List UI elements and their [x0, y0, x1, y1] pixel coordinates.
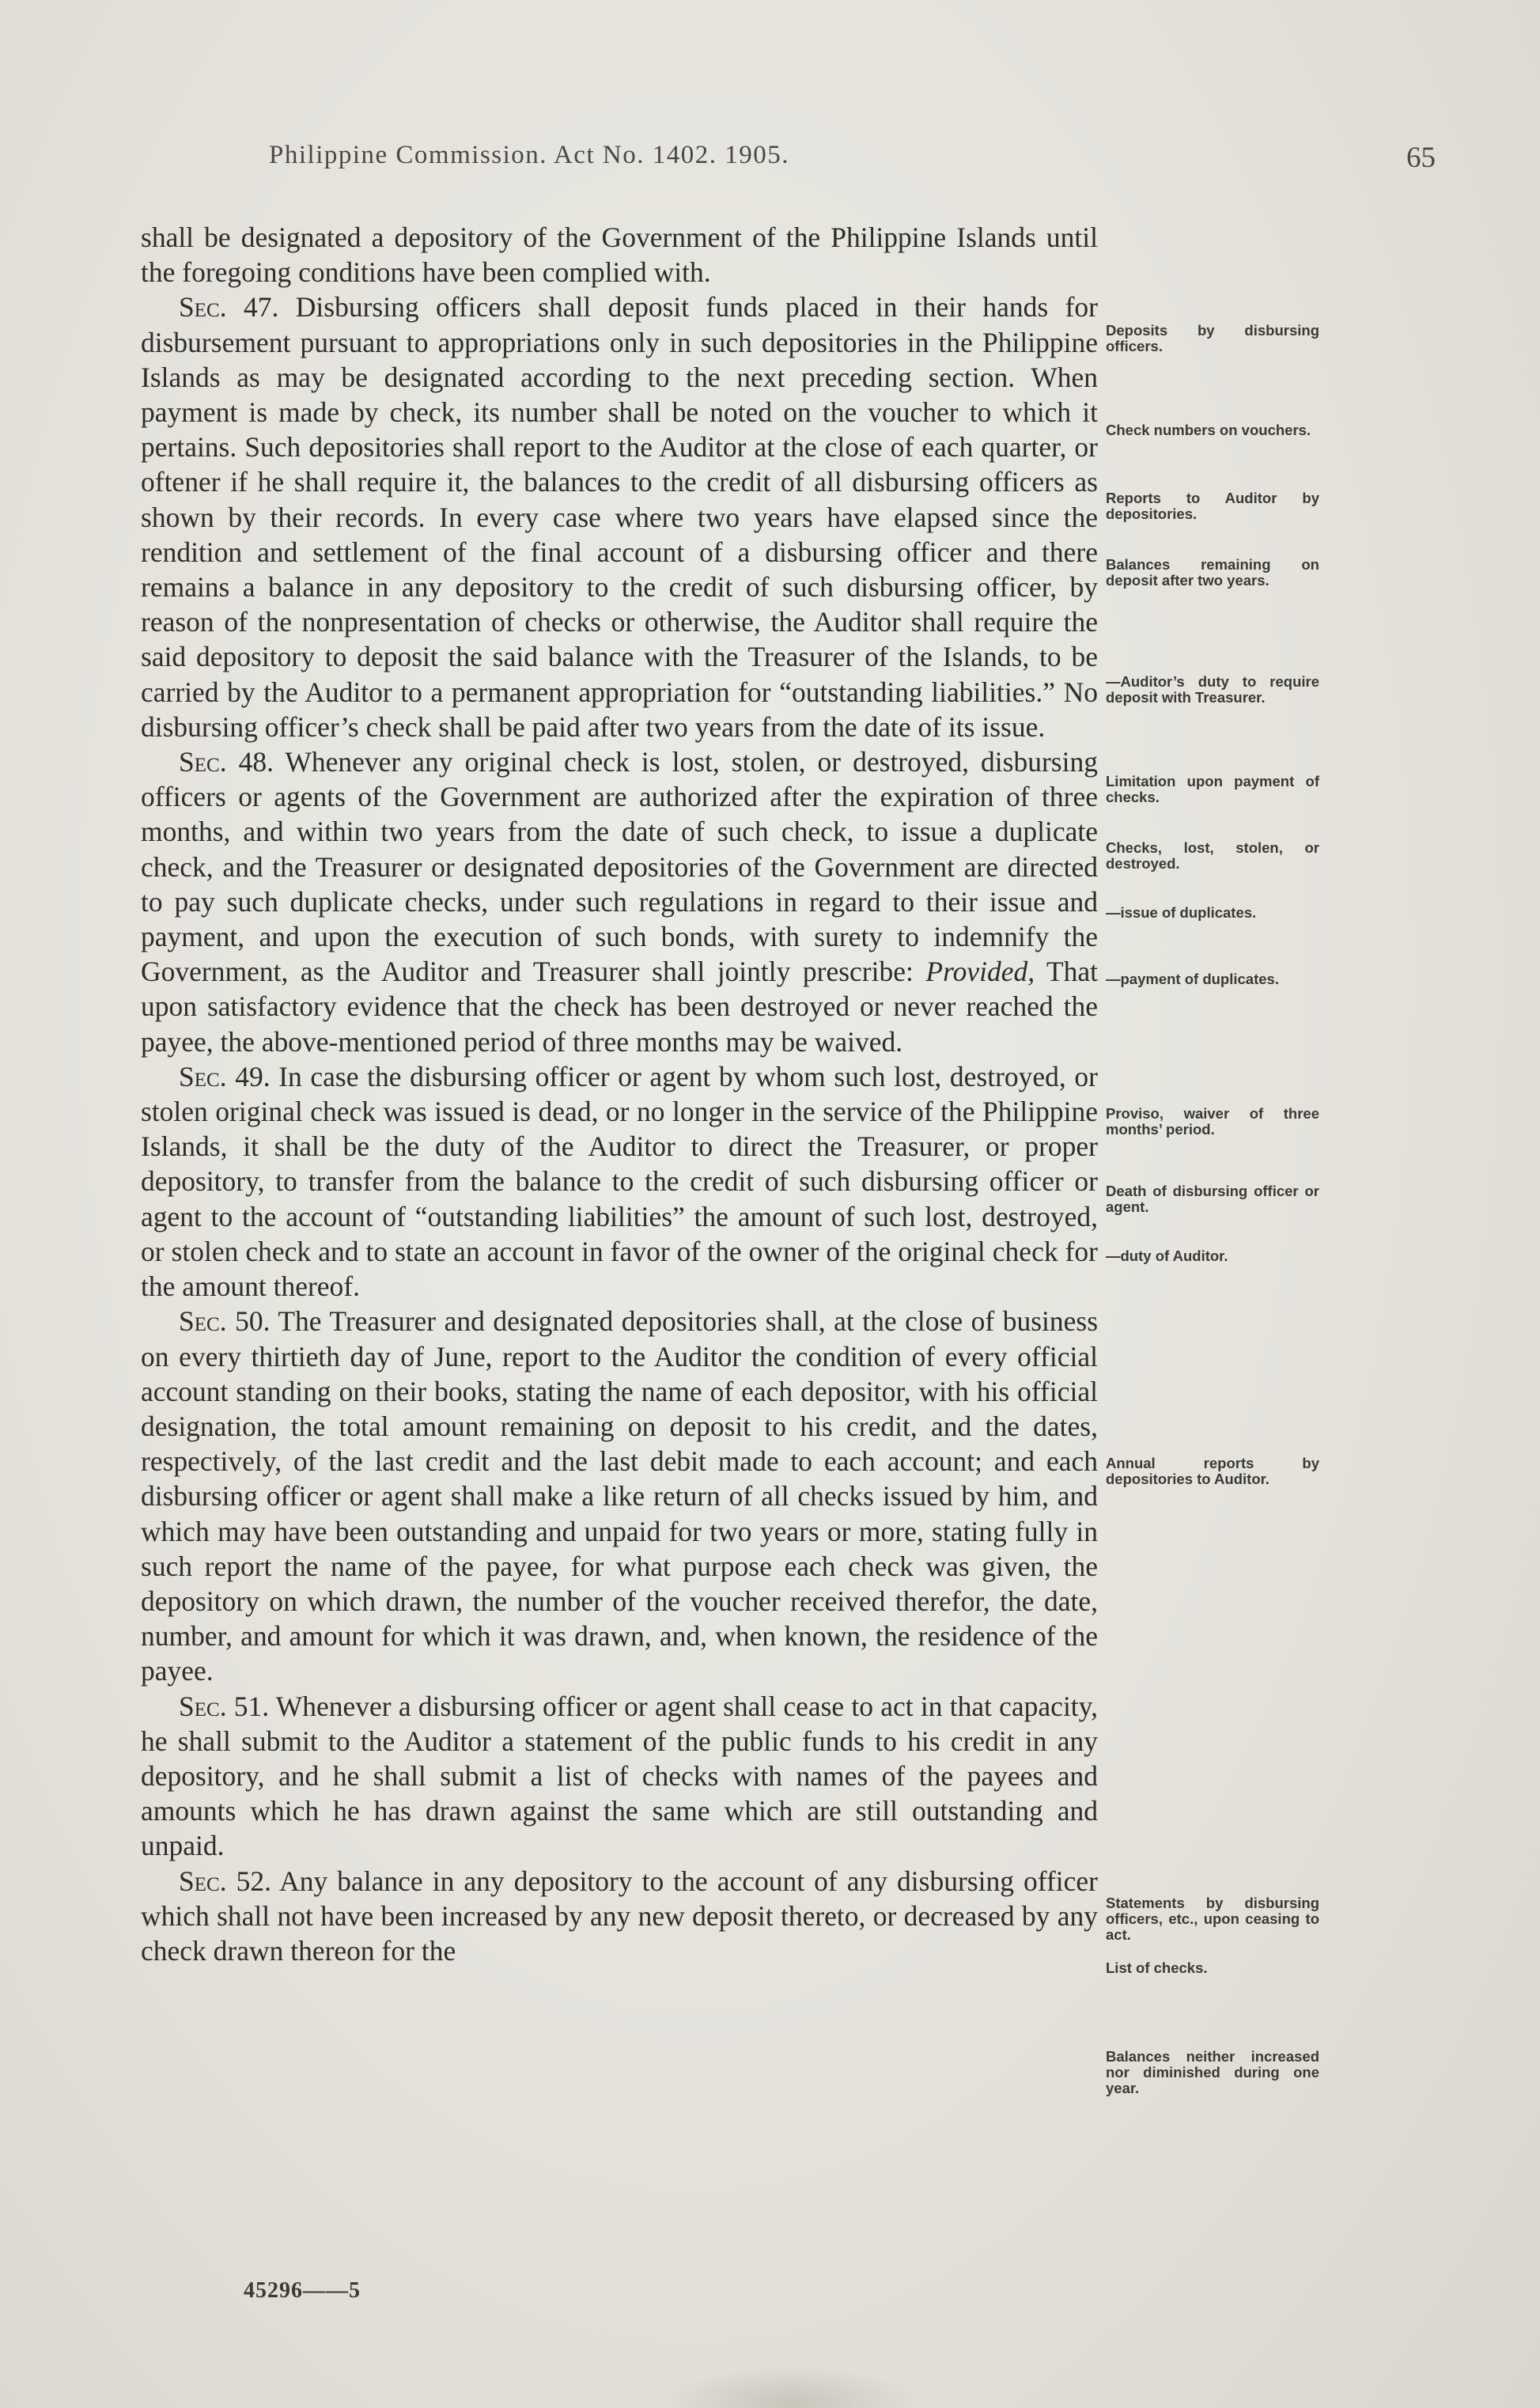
- margin-note: Limitation upon payment of checks.: [1106, 773, 1319, 805]
- margin-note: Check numbers on vouchers.: [1106, 422, 1311, 438]
- page-header: [0, 141, 1540, 188]
- margin-note: —Auditor’s duty to require deposit with Treasurer.: [1106, 673, 1319, 706]
- margin-note: —issue of duplicates.: [1106, 904, 1257, 921]
- section-label: Sec. 50.: [179, 1305, 271, 1338]
- section-48: [141, 744, 1098, 1059]
- section-label: Sec. 51.: [179, 1690, 270, 1722]
- section-label: Sec. 49.: [179, 1060, 271, 1092]
- section-50: [141, 1304, 1098, 1688]
- margin-note: Deposits by disbursing officers.: [1106, 322, 1319, 354]
- proviso-italic: Provided,: [925, 956, 1035, 988]
- margin-note: —duty of Auditor.: [1106, 1248, 1228, 1264]
- section-52: [141, 1864, 1098, 1969]
- section-text: In case the disbursing officer or agent by whom such lost, destroyed, or stolen original check was issued is dead, or no longer in the service of the Philippine Islands, it shall be the duty of the Auditor to direct the Treasurer, or proper depository, to transfer from the balance to the credit of such disbursing officer or agent to the account of “outstanding liabilities” the amount of such lost, destroyed, or stolen check and to state an account in favor of the owner of the original check for the amount thereof.: [141, 1060, 1098, 1303]
- margin-note: Proviso, waiver of three months’ period.: [1106, 1105, 1319, 1138]
- margin-note: Checks, lost, stolen, or destroyed.: [1106, 839, 1319, 872]
- page-number: 65: [1406, 142, 1436, 174]
- body-text: [141, 220, 1098, 1968]
- scan-smudge: [664, 2365, 918, 2408]
- paragraph-text: shall be designated a depository of the Government of the Philippine Islands until the foregoing conditions have been complied with.: [141, 221, 1098, 289]
- section-label: Sec. 52.: [179, 1865, 271, 1897]
- section-label: Sec. 47.: [179, 291, 279, 324]
- section-text: Any balance in any depository to the account of any disbursing officer which shall not have been increased by any new deposit thereto, or decreased by any check drawn thereon for the: [141, 1865, 1098, 1967]
- section-text-after: That upon satisfactory evidence that the check has been destroyed or never reached the payee, the above-mentioned period of three months may be waived.: [141, 956, 1099, 1058]
- section-text: Whenever any original check is lost, stolen, or destroyed, disbursing officers or agents of the Government are authorized after the expiration of three months, and within two years from the date of such check, to issue a duplicate check, and the Treasurer or designated depositories of the Government are directed to pay such duplicate checks, under such regulations in regard to their issue and payment, and upon the execution of such bonds, with surety to indemnify the Government, as the Auditor and Treasurer shall jointly prescribe:: [141, 746, 1098, 988]
- paragraph-continuation: [141, 220, 1098, 290]
- section-51: [141, 1689, 1098, 1864]
- margin-note: Statements by disbursing officers, etc., upon ceasing to act.: [1106, 1895, 1319, 1943]
- section-label: Sec. 48.: [179, 746, 274, 778]
- signature-mark: 45296——5: [244, 2278, 361, 2303]
- running-head: Philippine Commission. Act No. 1402. 1905.: [269, 141, 789, 169]
- section-47: [141, 290, 1098, 744]
- section-text: The Treasurer and designated depositories shall, at the close of business on every thirtieth day of June, report to the Auditor the condition of every official account standing on their books, stating the name of each depositor, with his official designation, the total amount remaining on deposit to his credit, and the dates, respectively, of the last credit and the last debit made to each account; and each disbursing officer or agent shall make a like return of all checks issued by him, and which may have been outstanding and unpaid for two years or more, stating fully in such report the name of the payee, for what purpose each check was given, the depository on which drawn, the number of the voucher received therefor, the date, number, and amount for which it was drawn, and, when known, the residence of the payee.: [141, 1305, 1099, 1687]
- margin-note: —payment of duplicates.: [1106, 971, 1279, 987]
- margin-note: List of checks.: [1106, 1959, 1208, 1976]
- margin-note: Annual reports by depositories to Auditor.: [1106, 1455, 1319, 1487]
- margin-note: Balances remaining on deposit after two years.: [1106, 556, 1319, 589]
- margin-note: Death of disbursing officer or agent.: [1106, 1183, 1319, 1215]
- section-text: Whenever a disbursing officer or agent shall cease to act in that capacity, he shall submit to the Auditor a statement of the public funds to his credit in any depository, and he shall submit a list of checks with names of the payees and amounts which he has drawn against the same which are still outstanding and unpaid.: [141, 1690, 1098, 1862]
- section-49: [141, 1059, 1098, 1304]
- margin-note: Reports to Auditor by depositories.: [1106, 490, 1319, 522]
- section-text: Disbursing officers shall deposit funds placed in their hands for disbursement pursuant to appropriations only in such depositories in the Philippine Islands as may be designated according to the next preceding section. When payment is made by check, its number shall be noted on the voucher to which it pertains. Such depositories shall report to the Auditor at the close of each quarter, or oftener if he shall require it, the balances to the credit of all disbursing officers as shown by their records. In every case where two years have elapsed since the rendition and settlement of the final account of a disbursing officer and there remains a balance in any depository to the credit of such disbursing officer, by reason of the nonpresentation of checks or otherwise, the Auditor shall require the said depository to deposit the said balance with the Treasurer of the Islands, to be carried by the Auditor to a permanent appropriation for “outstanding liabilities.” No disbursing officer’s check shall be paid after two years from the date of its issue.: [141, 291, 1098, 743]
- margin-note: Balances neither increased nor diminished during one year.: [1106, 2048, 1319, 2096]
